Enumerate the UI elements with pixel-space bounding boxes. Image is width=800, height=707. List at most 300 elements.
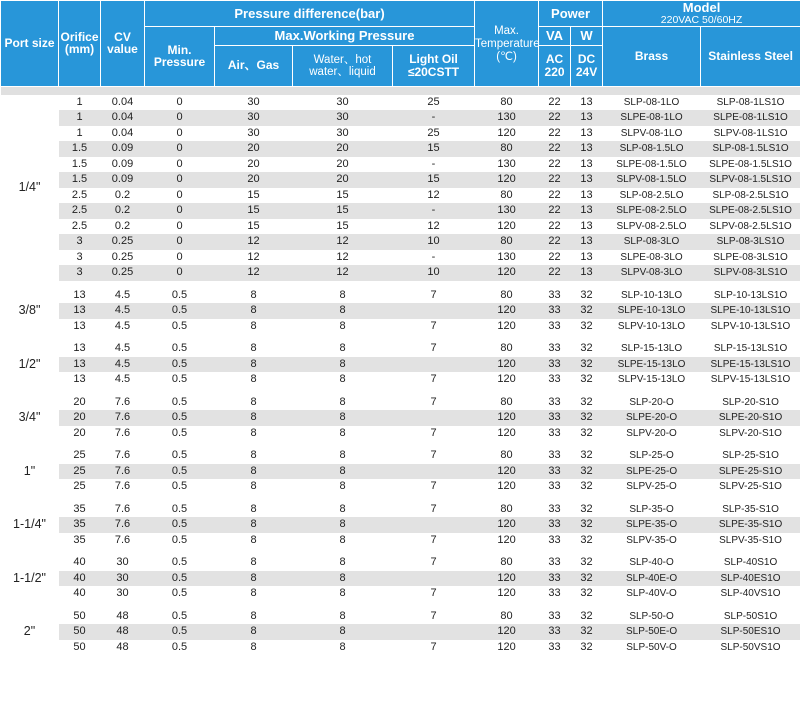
cv-cell: 4.5 — [114, 373, 131, 386]
water-cell: 30 — [336, 126, 349, 139]
air-gas-cell: 12 — [215, 234, 293, 250]
light-oil-cell — [393, 517, 475, 533]
va-cell: 33 — [539, 517, 571, 533]
water-cell: 8 — [339, 395, 346, 408]
brass-model-cell: SLPV-35-O — [626, 534, 677, 546]
max-temp-cell: 80 — [500, 95, 513, 108]
air-gas-cell: 8 — [250, 502, 257, 515]
min-pressure-cell: 0.5 — [171, 288, 188, 301]
w-cell: 32 — [571, 517, 603, 533]
cv-cell: 48 — [101, 624, 145, 640]
group-spacer — [1, 602, 800, 609]
va-cell: 33 — [539, 357, 571, 373]
air-gas-cell: 8 — [215, 517, 293, 533]
cv-cell: 7.6 — [114, 533, 131, 546]
w-cell: 13 — [580, 126, 593, 139]
stainless-model-cell: SLP-50S1O — [723, 610, 778, 622]
air-gas-cell: 8 — [250, 533, 257, 546]
light-oil-cell: 7 — [430, 480, 437, 493]
min-pressure-cell: 0.5 — [171, 373, 188, 386]
orifice-cell: 25 — [73, 449, 86, 462]
brass-model-cell: SLP-25-O — [629, 450, 674, 462]
orifice-cell: 35 — [73, 533, 86, 546]
light-oil-cell: - — [431, 157, 436, 170]
stainless-model-cell: SLP-25-S1O — [722, 450, 779, 462]
air-gas-cell: 30 — [247, 95, 260, 108]
w-cell: 32 — [580, 373, 593, 386]
brass-model-cell: SLP-08-1LO — [623, 96, 680, 108]
va-cell: 22 — [539, 265, 571, 281]
air-gas-cell: 8 — [250, 480, 257, 493]
w-cell: 13 — [571, 141, 603, 157]
w-header: W — [571, 26, 603, 45]
max-temp-cell: 120 — [475, 624, 539, 640]
w-cell: 13 — [571, 203, 603, 219]
brass-header: Brass — [603, 26, 701, 86]
water-cell: 8 — [339, 288, 346, 301]
min-pressure-cell: 0.5 — [171, 342, 188, 355]
brass-model-cell: SLP-35-O — [629, 503, 674, 515]
cv-cell: 30 — [116, 556, 129, 569]
light-oil-cell: 7 — [430, 556, 437, 569]
air-gas-cell: 20 — [215, 172, 293, 188]
max-temp-cell: 120 — [497, 373, 516, 386]
orifice-cell: 13 — [59, 303, 101, 319]
max-working-header: Max.Working Pressure — [215, 26, 475, 45]
va-cell: 22 — [539, 234, 571, 250]
water-cell: 8 — [339, 480, 346, 493]
cv-cell: 0.25 — [111, 250, 134, 263]
w-cell: 32 — [571, 571, 603, 587]
va-cell: 22 — [548, 95, 561, 108]
port-size-cell: 2" — [1, 609, 59, 656]
air-gas-cell: 8 — [250, 319, 257, 332]
max-temp-cell: 130 — [475, 203, 539, 219]
stainless-model-cell: SLP-40S1O — [723, 557, 778, 569]
w-cell: 13 — [580, 95, 593, 108]
water-cell: 8 — [339, 319, 346, 332]
air-gas-cell: 8 — [250, 556, 257, 569]
stainless-model-cell: SLPE-15-13LS1O — [701, 357, 800, 373]
brass-model-cell: SLPV-08-1.5LO — [603, 172, 701, 188]
light-oil-cell: 25 — [427, 95, 440, 108]
max-temp-cell: 130 — [475, 110, 539, 126]
water-cell: 8 — [339, 449, 346, 462]
brass-model-cell: SLP-15-13LO — [620, 343, 683, 355]
stainless-model-cell: SLPE-08-1.5LS1O — [709, 158, 792, 170]
orifice-cell: 25 — [73, 480, 86, 493]
light-oil-cell: 15 — [393, 172, 475, 188]
w-cell: 32 — [580, 319, 593, 332]
table-row — [1, 372, 800, 388]
va-cell: 33 — [539, 624, 571, 640]
va-header: VA — [539, 26, 571, 45]
orifice-cell: 20 — [59, 410, 101, 426]
orifice-cell: 40 — [59, 571, 101, 587]
max-temp-cell: 80 — [500, 556, 513, 569]
table-row — [1, 95, 800, 111]
table-row — [1, 250, 800, 266]
spacer-cell — [1, 388, 800, 395]
min-pressure-cell: 0.5 — [171, 395, 188, 408]
table-row — [1, 141, 800, 157]
brass-model-cell: SLPV-20-O — [626, 427, 677, 439]
port-size-cell: 3/4" — [1, 395, 59, 442]
max-temp-cell: 120 — [497, 480, 516, 493]
stainless-model-cell: SLP-20-S1O — [722, 396, 779, 408]
stainless-model-cell: SLPV-35-S1O — [719, 534, 782, 546]
stainless-model-cell: SLP-40VS1O — [720, 588, 781, 600]
min-pressure-cell: 0 — [145, 172, 215, 188]
air-gas-cell: 8 — [215, 464, 293, 480]
cv-cell: 7.6 — [114, 502, 131, 515]
stainless-model-cell: SLPE-35-S1O — [701, 517, 800, 533]
orifice-cell: 1.5 — [59, 141, 101, 157]
brass-model-cell: SLP-40V-O — [626, 588, 677, 600]
cv-cell: 48 — [116, 640, 129, 653]
max-temp-cell: 120 — [475, 464, 539, 480]
min-pressure-cell: 0.5 — [145, 410, 215, 426]
orifice-cell: 13 — [73, 319, 86, 332]
light-oil-cell — [393, 571, 475, 587]
air-gas-header: Air、Gas — [215, 45, 293, 86]
table-row — [1, 265, 800, 281]
stainless-model-cell: SLPV-08-1.5LS1O — [701, 172, 800, 188]
water-cell: 8 — [339, 640, 346, 653]
orifice-cell: 50 — [59, 624, 101, 640]
min-pressure-cell: 0 — [145, 141, 215, 157]
stainless-model-cell: SLP-50ES1O — [701, 624, 800, 640]
max-temp-cell: 80 — [500, 449, 513, 462]
max-temp-cell: 120 — [497, 533, 516, 546]
air-gas-cell: 30 — [247, 126, 260, 139]
max-temp-cell: 120 — [475, 172, 539, 188]
light-oil-cell: 12 — [427, 219, 440, 232]
orifice-cell: 25 — [59, 464, 101, 480]
brass-model-cell: SLP-20-O — [629, 396, 674, 408]
orifice-cell: 1 — [76, 95, 83, 108]
stainless-header: Stainless Steel — [701, 26, 800, 86]
spacer-cell — [1, 441, 800, 448]
cv-cell: 4.5 — [101, 357, 145, 373]
va-cell: 33 — [539, 410, 571, 426]
water-cell: 8 — [339, 502, 346, 515]
orifice-cell: 1 — [59, 110, 101, 126]
brass-model-cell: SLPV-15-13LO — [617, 374, 686, 386]
w-cell: 32 — [580, 480, 593, 493]
air-gas-cell: 20 — [247, 157, 260, 170]
va-cell: 22 — [548, 219, 561, 232]
min-pressure-cell: 0 — [176, 188, 183, 201]
water-cell: 12 — [336, 250, 349, 263]
orifice-cell: 3 — [59, 265, 101, 281]
water-header: Water、hot water、liquid — [293, 45, 393, 86]
va-cell: 33 — [548, 395, 561, 408]
w-cell: 32 — [580, 640, 593, 653]
water-cell: 8 — [339, 426, 346, 439]
table-row — [1, 533, 800, 549]
orifice-cell: 20 — [73, 426, 86, 439]
air-gas-cell: 8 — [215, 410, 293, 426]
w-cell: 13 — [580, 250, 593, 263]
cv-cell: 0.2 — [114, 188, 131, 201]
min-pressure-cell: 0.5 — [171, 556, 188, 569]
brass-model-cell: SLP-08-1.5LO — [603, 141, 701, 157]
spacer-cell — [1, 281, 800, 288]
water-cell: 15 — [336, 188, 349, 201]
brass-model-cell: SLP-50V-O — [626, 641, 677, 653]
stainless-model-cell: SLP-08-1.5LS1O — [701, 141, 800, 157]
stainless-model-cell: SLP-35-S1O — [722, 503, 779, 515]
water-cell: 30 — [336, 95, 349, 108]
light-oil-cell: 7 — [430, 395, 437, 408]
w-cell: 32 — [580, 587, 593, 600]
va-cell: 33 — [548, 373, 561, 386]
w-cell: 32 — [580, 449, 593, 462]
min-pressure-cell: 0.5 — [145, 303, 215, 319]
orifice-cell: 35 — [59, 517, 101, 533]
air-gas-cell: 20 — [215, 141, 293, 157]
cv-cell: 0.09 — [101, 172, 145, 188]
cv-cell: 4.5 — [101, 303, 145, 319]
orifice-cell: 13 — [59, 357, 101, 373]
cv-cell: 7.6 — [114, 395, 131, 408]
va-cell: 33 — [548, 449, 561, 462]
cv-cell: 0.09 — [111, 157, 134, 170]
water-cell: 8 — [293, 571, 393, 587]
orifice-cell: 13 — [73, 373, 86, 386]
orifice-cell: 50 — [73, 640, 86, 653]
orifice-cell: 1.5 — [59, 172, 101, 188]
table-row — [1, 157, 800, 173]
min-pressure-cell: 0.5 — [171, 533, 188, 546]
air-gas-cell: 8 — [250, 426, 257, 439]
table-row — [1, 288, 800, 304]
table-header — [1, 1, 800, 87]
max-temp-cell: 130 — [497, 250, 516, 263]
table-row — [1, 502, 800, 518]
air-gas-cell: 15 — [247, 219, 260, 232]
w-cell: 32 — [580, 556, 593, 569]
orifice-cell: 13 — [73, 288, 86, 301]
air-gas-cell: 8 — [250, 373, 257, 386]
light-oil-cell: - — [431, 250, 436, 263]
light-oil-header: Light Oil ≤20CSTT — [393, 45, 475, 86]
pressure-diff-header: Pressure difference(bar) — [145, 1, 475, 27]
va-cell: 33 — [548, 533, 561, 546]
brass-model-cell: SLP-10-13LO — [620, 289, 683, 301]
w-cell: 13 — [580, 188, 593, 201]
orifice-cell: 13 — [73, 342, 86, 355]
max-temp-cell: 120 — [497, 640, 516, 653]
w-cell: 13 — [571, 110, 603, 126]
va-cell: 22 — [548, 126, 561, 139]
power-header: Power — [539, 1, 603, 27]
table-row — [1, 172, 800, 188]
min-pressure-cell: 0.5 — [171, 609, 188, 622]
table-row — [1, 395, 800, 411]
orifice-cell: 40 — [73, 587, 86, 600]
orifice-cell: 20 — [73, 395, 86, 408]
w-cell: 13 — [571, 172, 603, 188]
stainless-model-cell: SLPV-08-1LS1O — [713, 127, 788, 139]
stainless-model-cell: SLPE-10-13LS1O — [701, 303, 800, 319]
table-row — [1, 188, 800, 204]
stainless-model-cell: SLP-08-2.5LS1O — [712, 189, 789, 201]
min-pressure-cell: 0.5 — [145, 571, 215, 587]
table-row — [1, 341, 800, 357]
model-header — [603, 1, 800, 27]
light-oil-cell: 7 — [430, 342, 437, 355]
va-cell: 33 — [548, 480, 561, 493]
min-pressure-cell: 0 — [145, 234, 215, 250]
light-oil-cell: 7 — [430, 288, 437, 301]
water-cell: 20 — [293, 172, 393, 188]
light-oil-cell: 7 — [430, 587, 437, 600]
min-pressure-cell: 0.5 — [145, 357, 215, 373]
orifice-cell: 3 — [76, 250, 83, 263]
min-pressure-cell: 0.5 — [145, 464, 215, 480]
w-cell: 32 — [571, 410, 603, 426]
max-temp-cell: 120 — [497, 319, 516, 332]
stainless-model-cell: SLPV-20-S1O — [719, 427, 782, 439]
brass-model-cell: SLP-50-O — [629, 610, 674, 622]
min-pressure-cell: 0.5 — [171, 426, 188, 439]
max-temp-label: Max. Temperature (℃) — [475, 24, 540, 63]
air-gas-cell: 12 — [215, 265, 293, 281]
water-cell: 8 — [293, 303, 393, 319]
port-size-cell: 1-1/2" — [1, 555, 59, 602]
cv-cell: 0.25 — [101, 265, 145, 281]
min-pressure-cell: 0 — [145, 110, 215, 126]
water-cell: 12 — [293, 265, 393, 281]
min-pressure-cell: 0 — [176, 157, 183, 170]
orifice-cell: 40 — [73, 556, 86, 569]
stainless-model-cell: SLP-08-1LS1O — [716, 96, 785, 108]
water-cell: 8 — [293, 410, 393, 426]
spacer-cell — [1, 495, 800, 502]
va-cell: 33 — [548, 342, 561, 355]
va-cell: 33 — [548, 319, 561, 332]
orifice-cell: 3 — [59, 234, 101, 250]
max-temp-cell: 80 — [475, 141, 539, 157]
water-cell: 8 — [293, 517, 393, 533]
light-oil-cell: 7 — [430, 319, 437, 332]
min-pressure-cell: 0.5 — [171, 319, 188, 332]
cv-cell: 7.6 — [114, 449, 131, 462]
table-row — [1, 319, 800, 335]
table-row — [1, 479, 800, 495]
air-gas-cell: 8 — [215, 624, 293, 640]
water-cell: 8 — [339, 587, 346, 600]
air-gas-cell: 8 — [215, 303, 293, 319]
table-row — [1, 219, 800, 235]
brass-model-cell: SLP-50E-O — [603, 624, 701, 640]
brass-model-cell: SLPV-08-1LO — [620, 127, 683, 139]
min-pressure-cell: 0 — [145, 265, 215, 281]
air-gas-cell: 8 — [250, 449, 257, 462]
brass-model-cell: SLPV-08-3LO — [603, 265, 701, 281]
table-row — [1, 110, 800, 126]
table-row — [1, 571, 800, 587]
stainless-model-cell: SLPE-08-3LS1O — [713, 251, 788, 263]
air-gas-cell: 8 — [250, 609, 257, 622]
brass-model-cell: SLPE-20-O — [603, 410, 701, 426]
group-spacer — [1, 388, 800, 395]
light-oil-cell — [393, 357, 475, 373]
cv-cell: 7.6 — [114, 426, 131, 439]
brass-model-cell: SLPE-08-1.5LO — [616, 158, 687, 170]
w-cell: 32 — [580, 609, 593, 622]
brass-model-cell: SLPE-10-13LO — [603, 303, 701, 319]
table-row — [1, 357, 800, 373]
va-cell: 22 — [539, 172, 571, 188]
brass-model-cell: SLPE-35-O — [603, 517, 701, 533]
min-pressure-cell: 0.5 — [145, 624, 215, 640]
model-title: Model — [682, 0, 721, 15]
table-row — [1, 624, 800, 640]
water-cell: 20 — [293, 141, 393, 157]
cv-cell: 4.5 — [114, 342, 131, 355]
brass-model-cell: SLPE-08-2.5LO — [603, 203, 701, 219]
w-cell: 32 — [580, 342, 593, 355]
cv-cell: 30 — [116, 587, 129, 600]
va-cell: 33 — [548, 288, 561, 301]
w-cell: 32 — [571, 303, 603, 319]
cv-cell: 0.25 — [101, 234, 145, 250]
max-temp-cell: 80 — [475, 234, 539, 250]
min-pressure-cell: 0.5 — [171, 640, 188, 653]
min-pressure-cell: 0.5 — [171, 449, 188, 462]
group-spacer — [1, 86, 800, 95]
orifice-cell: 50 — [73, 609, 86, 622]
max-temp-cell: 120 — [497, 426, 516, 439]
cv-cell: 7.6 — [101, 464, 145, 480]
brass-model-cell: SLP-08-2.5LO — [619, 189, 684, 201]
stainless-model-cell: SLPE-08-2.5LS1O — [701, 203, 800, 219]
va-cell: 22 — [548, 188, 561, 201]
water-cell: 8 — [339, 533, 346, 546]
cv-cell: 4.5 — [114, 319, 131, 332]
group-spacer — [1, 281, 800, 288]
group-spacer — [1, 495, 800, 502]
water-cell: 15 — [336, 219, 349, 232]
light-oil-cell: - — [393, 203, 475, 219]
table-row — [1, 640, 800, 656]
brass-model-cell: SLPV-10-13LO — [617, 320, 686, 332]
port-size-header: Port size — [1, 1, 59, 87]
va-cell: 33 — [548, 587, 561, 600]
cv-cell: 0.2 — [114, 219, 131, 232]
max-temp-cell: 120 — [475, 265, 539, 281]
water-cell: 8 — [293, 464, 393, 480]
water-cell: 20 — [336, 157, 349, 170]
brass-model-cell: SLPV-25-O — [626, 481, 677, 493]
model-sub: 220VAC 50/60HZ — [660, 13, 743, 26]
brass-model-cell: SLPE-08-3LO — [620, 251, 683, 263]
light-oil-cell: 12 — [427, 188, 440, 201]
cv-cell: 7.6 — [101, 517, 145, 533]
stainless-model-cell: SLPV-15-13LS1O — [710, 374, 791, 386]
water-cell: 8 — [293, 357, 393, 373]
stainless-model-cell: SLP-40ES1O — [701, 571, 800, 587]
w-cell: 32 — [571, 357, 603, 373]
va-cell: 33 — [539, 464, 571, 480]
cv-cell: 0.04 — [101, 110, 145, 126]
max-temp-cell: 80 — [500, 288, 513, 301]
va-cell: 22 — [548, 250, 561, 263]
ac-header: AC 220 — [539, 45, 571, 86]
